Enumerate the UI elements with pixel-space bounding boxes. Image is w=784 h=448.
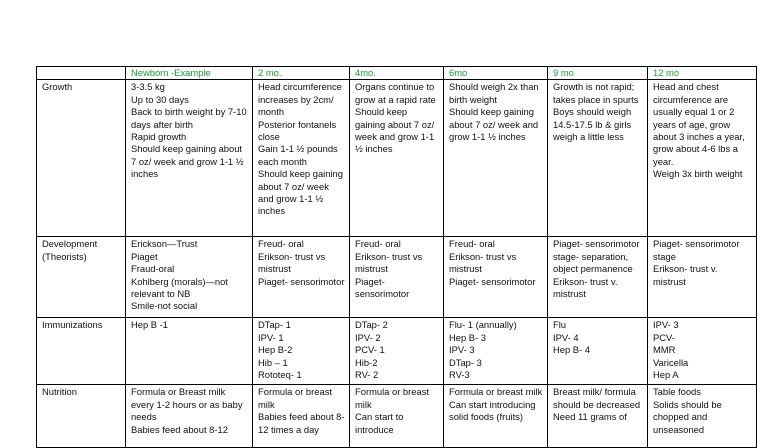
row-label-growth: Growth <box>37 80 126 237</box>
table-cell: Breast milk/ formula should be decreased Need 11 grams of <box>548 385 648 448</box>
header-cell-9mo: 9 mo <box>548 67 648 80</box>
header-cell-12mo: 12 mo <box>648 67 757 80</box>
table-header-row <box>37 67 757 80</box>
table-cell: Formula or breast milk Can start to introduce <box>350 385 444 448</box>
table-cell: 3-3.5 kg Up to 30 days Back to birth weight by 7-10 days after birth Rapid growth Should keep gaining about 7 oz/ week and grow 1-1 ½ inches <box>126 80 253 237</box>
table-cell: Piaget- sensorimotor stage Erikson- trust v. mistrust <box>648 237 757 318</box>
header-cell-6mo: 6mo <box>444 67 548 80</box>
table-cell: Freud- oral Erikson- trust vs mistrust Piaget- sensorimotor <box>350 237 444 318</box>
table-cell: Head circumference increases by 2cm/ month Posterior fontanels close Gain 1-1 ½ pounds each month Should keep gaining about 7 oz/ week and grow 1-1 ½ inches <box>253 80 350 237</box>
row-label-immunizations: Immunizations <box>37 318 126 385</box>
table-row-growth <box>37 80 757 237</box>
growth-development-table <box>36 66 757 448</box>
table-cell: Flu IPV- 4 Hep B- 4 <box>548 318 648 385</box>
table-row-nutrition <box>37 385 757 448</box>
table-row-development <box>37 237 757 318</box>
table-cell: Piaget- sensorimotor stage- separation, object permanence Erikson- trust v. mistrust <box>548 237 648 318</box>
table-row-immunizations <box>37 318 757 385</box>
row-label-nutrition: Nutrition <box>37 385 126 448</box>
header-cell-2mo: 2 mo. <box>253 67 350 80</box>
table-cell: Freud- oral Erikson- trust vs mistrust Piaget- sensorimotor <box>253 237 350 318</box>
table-cell: Organs continue to grow at a rapid rate Should keep gaining about 7 oz/ week and grow 1-1 ½ inches <box>350 80 444 237</box>
table-cell: Flu- 1 (annually) Hep B- 3 IPV- 3 DTap- 3 RV-3 <box>444 318 548 385</box>
table-cell: Growth is not rapid; takes place in spurts Boys should weigh 14.5-17.5 lb & girls weigh a little less <box>548 80 648 237</box>
table-cell: Hep B -1 <box>126 318 253 385</box>
table-cell: Erickson—Trust Piaget Fraud-oral Kohlberg (morals)—not relevant to NB Smile-not social <box>126 237 253 318</box>
row-label-development: Development (Theorists) <box>37 237 126 318</box>
table-cell: Formula or Breast milk every 1-2 hours or as baby needs Babies feed about 8-12 <box>126 385 253 448</box>
header-cell-blank <box>37 67 126 80</box>
header-cell-4mo: 4mo. <box>350 67 444 80</box>
table-cell: Table foods Solids should be chopped and unseasoned <box>648 385 757 448</box>
table-cell: Formula or breast milk Can start introducing solid foods (fruits) <box>444 385 548 448</box>
table-cell: DTap- 1 IPV- 1 Hep B-2 Hib – 1 Rototeq- 1 <box>253 318 350 385</box>
table-cell: Should weigh 2x than birth weight Should keep gaining about 7 oz/ week and grow 1-1 ½ inches <box>444 80 548 237</box>
table-cell: DTap- 2 IPV- 2 PCV- 1 Hib-2 RV- 2 <box>350 318 444 385</box>
header-cell-newborn: Newborn -Example <box>126 67 253 80</box>
table-cell: Head and chest circumference are usually equal 1 or 2 years of age, grow about 3 inches a year, grow about 4-6 lbs a year. Weigh 3x birth weight <box>648 80 757 237</box>
table-cell: Freud- oral Erikson- trust vs mistrust Piaget- sensorimotor <box>444 237 548 318</box>
table-cell: IPV- 3 PCV- MMR Varicella Hep A <box>648 318 757 385</box>
table-cell: Formula or breast milk Babies feed about 8-12 times a day <box>253 385 350 448</box>
